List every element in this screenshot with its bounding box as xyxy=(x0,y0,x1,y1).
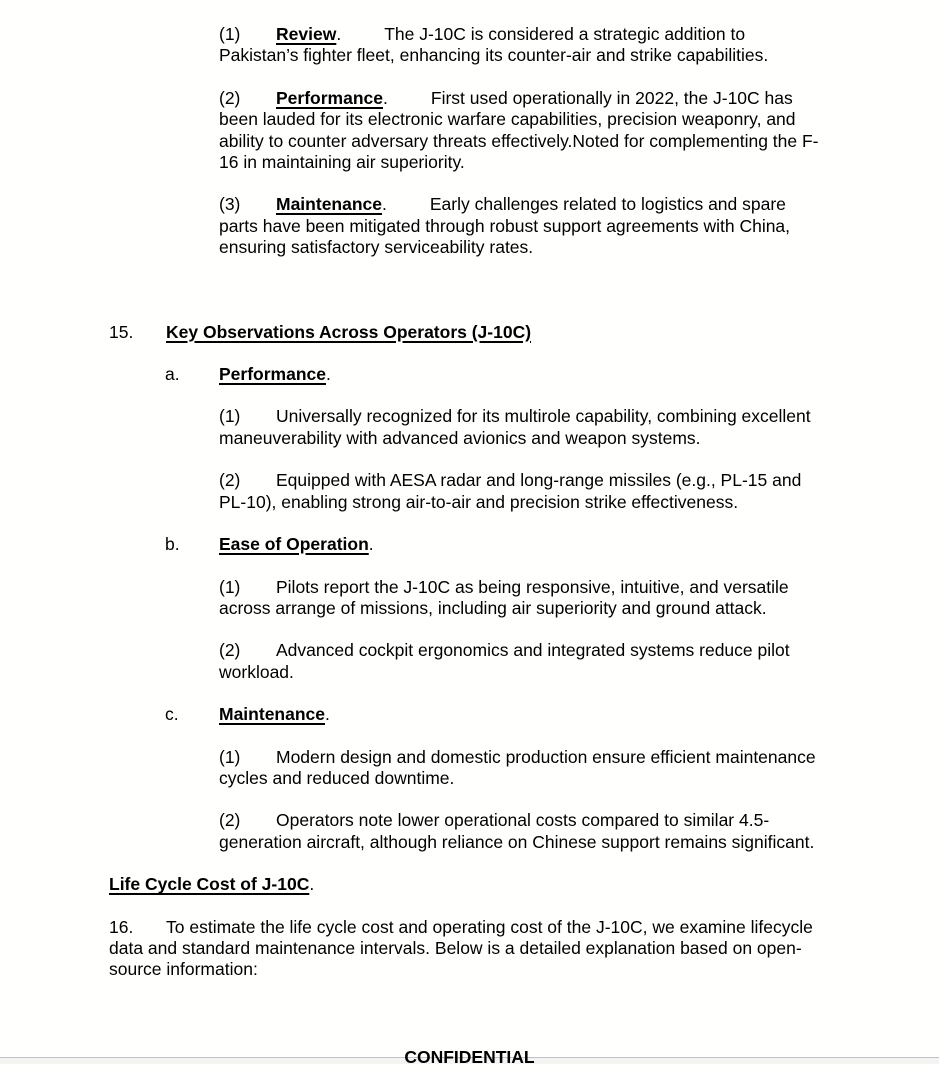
paragraph-number: (1) xyxy=(219,24,241,44)
paragraph-body: To estimate the life cycle cost and operating cost of the J-10C, we examine lifecycle data and standard maintenance intervals. Below is a detailed explanation based on open-source information: xyxy=(109,916,813,980)
subparagraph-a2 xyxy=(109,470,829,513)
paragraph-label: Review xyxy=(276,24,337,44)
subparagraph-b2 xyxy=(109,640,829,683)
paragraph-label: Performance xyxy=(276,87,383,108)
label-period: . xyxy=(382,194,387,215)
paragraph-number: (3) xyxy=(219,194,241,215)
section-title: Key Observations Across Operators (J-10C) xyxy=(166,321,532,342)
paragraph-body: Equipped with AESA radar and long-range missiles (e.g., PL-15 and PL-10), enabling strong air-to-air and precision strike effectiveness. xyxy=(219,470,802,512)
section-15-heading xyxy=(109,322,829,343)
subitem-b-ease-of-operation xyxy=(109,534,829,555)
subparagraph-c2 xyxy=(109,810,829,853)
paragraph-number: (1) xyxy=(219,406,241,427)
paragraph-number: (2) xyxy=(219,810,241,831)
subitem-letter: b. xyxy=(165,534,180,555)
paragraph-number: (2) xyxy=(219,470,241,491)
paragraph-1-review xyxy=(109,24,829,67)
paragraph-3-maintenance xyxy=(109,194,829,258)
paragraph-16 xyxy=(109,917,829,981)
subitem-letter: c. xyxy=(165,704,179,725)
subitem-letter: a. xyxy=(165,364,180,385)
lifecycle-cost-heading xyxy=(109,874,829,895)
subparagraph-a1 xyxy=(109,406,829,449)
paragraph-label: Maintenance xyxy=(276,194,382,215)
subitem-label: Ease of Operation xyxy=(219,534,369,555)
subitem-c-maintenance xyxy=(109,704,829,725)
label-period: . xyxy=(336,24,342,44)
paragraph-number: 16. xyxy=(109,916,134,937)
paragraph-body: First used operationally in 2022, the J-10C has been lauded for its electronic warfare capabilities, precision weaponry, and ability to counter adversary threats effectively.Noted for complementing the F-16 in maintaining air superiority. xyxy=(219,87,819,173)
paragraph-body: Universally recognized for its multirole capability, combining excellent maneuverability with advanced avionics and weapon systems. xyxy=(219,406,811,448)
label-period: . xyxy=(368,534,374,555)
paragraph-number: (2) xyxy=(219,87,241,108)
label-period: . xyxy=(309,874,315,895)
section-number: 15. xyxy=(109,321,134,342)
heading-label: Life Cycle Cost of J-10C xyxy=(109,874,310,895)
paragraph-body: Advanced cockpit ergonomics and integrated systems reduce pilot workload. xyxy=(219,640,790,682)
paragraph-number: (1) xyxy=(219,576,241,597)
subparagraph-c1 xyxy=(109,747,829,790)
label-period: . xyxy=(325,704,330,725)
paragraph-2-performance xyxy=(109,88,829,174)
label-period: . xyxy=(383,87,388,108)
subparagraph-b1 xyxy=(109,577,829,620)
subitem-label: Maintenance xyxy=(219,704,325,725)
paragraph-number: (1) xyxy=(219,746,241,767)
classification-footer: CONFIDENTIAL xyxy=(404,1047,535,1067)
paragraph-body: The J-10C is considered a strategic addition to Pakistan’s fighter fleet, enhancing its counter-air and strike capabilities. xyxy=(219,24,769,66)
label-period: . xyxy=(326,364,331,385)
paragraph-body: Operators note lower operational costs compared to similar 4.5-generation aircraft, although reliance on Chinese support remains significant. xyxy=(219,810,815,852)
subitem-label: Performance xyxy=(219,364,326,385)
paragraph-body: Early challenges related to logistics and spare parts have been mitigated through robust support agreements with China, ensuring satisfactory serviceability rates. xyxy=(219,194,791,258)
paragraph-body: Pilots report the J-10C as being responsive, intuitive, and versatile across arrange of missions, including air superiority and ground attack. xyxy=(219,576,789,618)
paragraph-body: Modern design and domestic production ensure efficient maintenance cycles and reduced downtime. xyxy=(219,746,816,788)
paragraph-number: (2) xyxy=(219,640,241,661)
subitem-a-performance xyxy=(109,364,829,385)
